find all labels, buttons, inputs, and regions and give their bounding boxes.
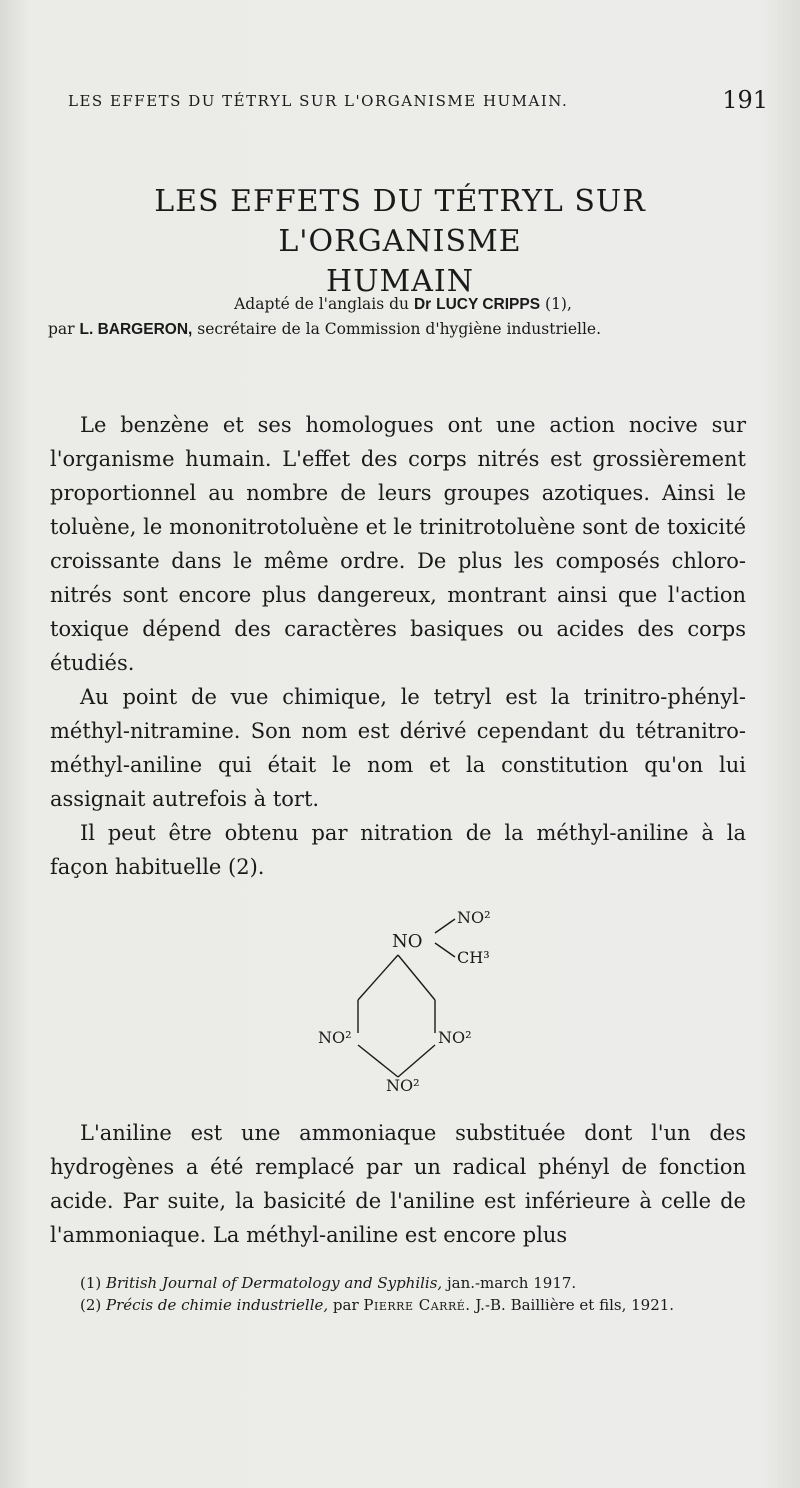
footnote-1-date: jan.-march 1917. — [446, 1274, 577, 1292]
footnotes — [58, 1272, 754, 1316]
footnote-1-marker: (1) — [80, 1274, 102, 1292]
formula-methyl: CH³ — [457, 948, 490, 967]
formula-right-group: NO² — [438, 1028, 472, 1047]
paragraph: Le benzène et ses homologues ont une action nocive sur l'organisme humain. L'effet des corps nitrés est grossièrement proportionnel au nombre de leurs groupes azotiques. Ainsi le toluène, le mononitrotoluène et le trinitrotoluène sont de toxicité croissante dans le même ordre. De plus les composés chloro-nitrés sont encore plus dangereux, montrant ainsi que l'action toxique dépend des caractères basiques ou acides des corps étudiés. — [50, 413, 746, 675]
footnote-2 — [58, 1294, 754, 1316]
footnote-1-journal: British Journal of Dermatology and Syphilis, — [106, 1274, 443, 1292]
formula-top-group: NO — [392, 931, 423, 952]
page-number: 191 — [722, 86, 768, 114]
running-head — [68, 86, 768, 114]
footnote-2-author: Pierre Carré. — [363, 1296, 471, 1314]
formula-svg — [300, 905, 520, 1095]
byline-line2 — [48, 317, 758, 342]
paragraph: L'aniline est une ammoniaque substituée dont l'un des hydrogènes a été remplacé par un radical phényl de fonction acide. Par suite, la basicité de l'aniline est inférieure à celle de l'ammoniaque. La méthyl-aniline est encore plus — [50, 1121, 746, 1247]
byline-prefix: Adapté de l'anglais du — [234, 295, 410, 313]
author-title: Dr — [413, 296, 432, 313]
paragraph: Il peut être obtenu par nitration de la méthyl-aniline à la façon habituelle (2). — [50, 821, 746, 879]
article-title — [40, 182, 760, 302]
footnote-2-by: par — [332, 1296, 359, 1314]
footnote-2-publisher: J.-B. Baillière et fils, 1921. — [475, 1296, 675, 1314]
translator-prefix: par — [48, 320, 75, 338]
formula-bottom-group: NO² — [386, 1076, 420, 1095]
translator-role: secrétaire de la Commission d'hygiène industrielle. — [197, 320, 602, 338]
byline — [48, 292, 758, 342]
footnote-1 — [58, 1272, 754, 1294]
article-title-line1: LES EFFETS DU TÉTRYL SUR L'ORGANISME — [154, 184, 646, 259]
paragraph: Au point de vue chimique, le tetryl est la trinitro-phényl-méthyl-nitramine. Son nom est dérivé cependant du tétranitro-méthyl-aniline qui était le nom et la constitution qu'on lui assignait autrefois à tort. — [50, 685, 746, 811]
translator-name: L. BARGERON, — [79, 321, 193, 338]
author-footnote-ref: (1), — [545, 295, 572, 313]
footnote-2-title: Précis de chimie industrielle, — [106, 1296, 329, 1314]
article-title-line2: HUMAIN — [326, 264, 474, 299]
formula-left-group: NO² — [318, 1028, 352, 1047]
chemical-formula-diagram — [300, 905, 520, 1095]
formula-nitro-top: NO² — [457, 908, 491, 927]
running-head-title: LES EFFETS DU TÉTRYL SUR L'ORGANISME HUMAIN. — [68, 92, 569, 110]
author-name: LUCY CRIPPS — [436, 296, 541, 313]
body-section-2 — [50, 1116, 746, 1252]
footnote-2-marker: (2) — [80, 1296, 102, 1314]
byline-line1 — [48, 292, 758, 317]
body-section-1 — [50, 408, 746, 884]
